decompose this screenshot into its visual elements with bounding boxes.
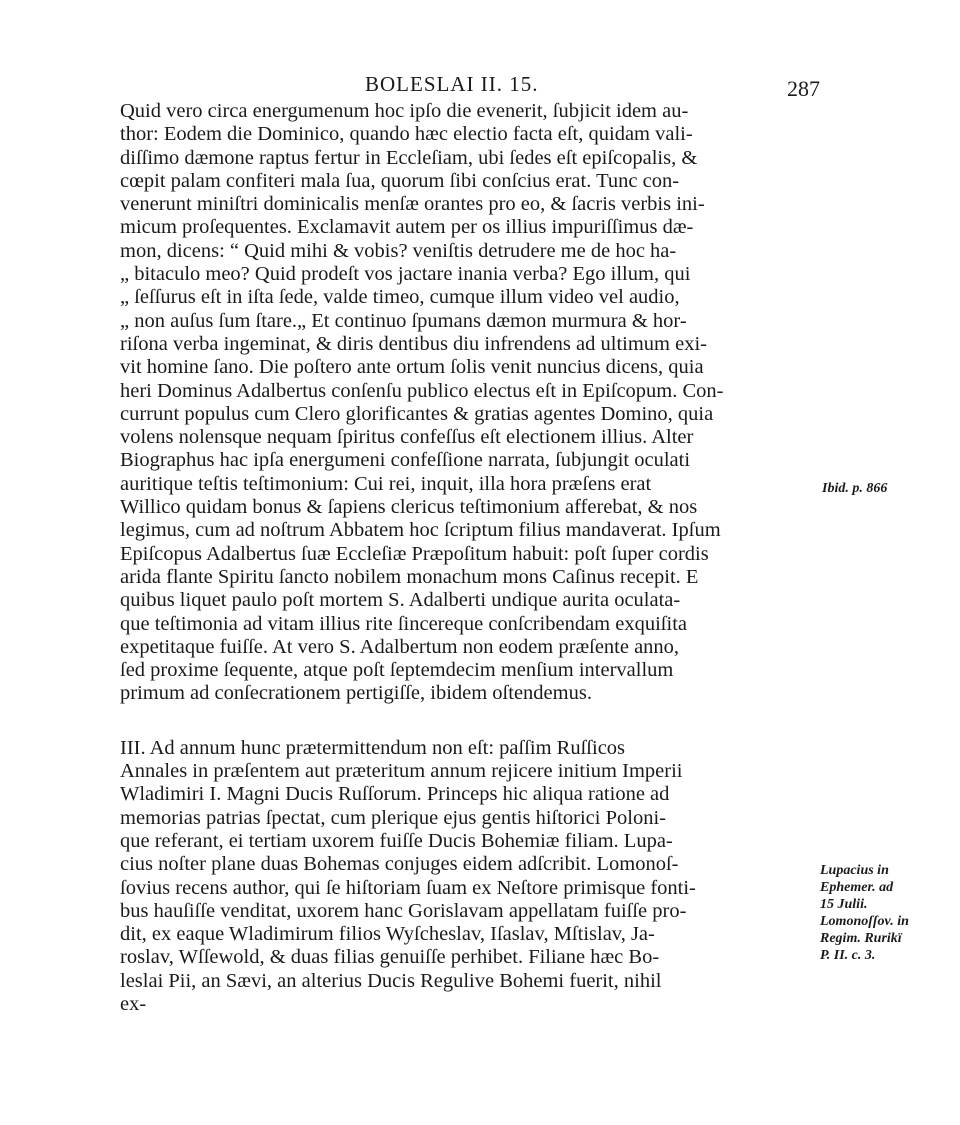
text-line: ex- — [120, 992, 147, 1015]
text-line: cœpit palam confiteri mala ſua, quorum ſibi conſcius erat. Tunc con- — [120, 169, 680, 192]
margin-note-line: Ephemer. ad — [820, 880, 894, 895]
margin-note-sources — [820, 862, 950, 964]
text-line: Willico quidam bonus & ſapiens clericus teſtimonium afferebat, & nos — [120, 496, 698, 519]
margin-note-line: Regim. Rurikï — [820, 931, 902, 946]
text-line: thor: Eodem die Dominico, quando hæc electio facta eſt, quidam vali- — [120, 123, 693, 146]
text-line: Quid vero circa energumenum hoc ipſo die evenerit, ſubjicit idem au- — [120, 100, 689, 122]
text-line: ſed proxime ſequente, atque poſt ſeptemdecim menſium intervallum — [120, 659, 674, 682]
text-line: riſona verba ingeminat, & diris dentibus diu infrendens ad ultimum exi- — [120, 332, 707, 355]
margin-note-line: Lomonoſſov. in — [820, 914, 909, 929]
text-line: memorias patrias ſpectat, cum plerique ejus gentis hiſtorici Poloni- — [120, 806, 666, 829]
text-line: que referant, ei tertiam uxorem fuiſſe Ducis Bohemiæ filiam. Lupa- — [120, 829, 673, 852]
margin-note-line: Lupacius in — [820, 863, 889, 878]
text-line: bus hauſiſſe venditat, uxorem hanc Gorislavam appellatam fuiſſe pro- — [120, 899, 687, 922]
text-line: auritique teſtis teſtimonium: Cui rei, inquit, illa hora præſens erat — [120, 472, 652, 495]
text-line: primum ad conſecrationem pertigiſſe, ibidem oſtendemus. — [120, 682, 592, 705]
page-header — [120, 68, 820, 104]
text-line: Biographus hac ipſa energumeni confeſſione narrata, ſubjungit oculati — [120, 449, 691, 472]
text-line: Wladimiri I. Magni Ducis Ruſſorum. Princeps hic aliqua ratione ad — [120, 783, 670, 806]
margin-note-ibid: Ibid. p. 866 — [822, 481, 888, 496]
main-text — [120, 100, 820, 1016]
text-line: Epiſcopus Adalbertus ſuæ Eccleſiæ Præpoſitum habuit: poſt ſuper cordis — [120, 542, 709, 565]
text-line: cius noſter plane duas Bohemas conjuges eidem adſcribit. Lomonoſ- — [120, 853, 679, 876]
text-line: III. Ad annum hunc prætermittendum non eſt: paſſim Ruſſicos — [120, 736, 626, 759]
text-line: leslai Pii, an Sævi, an alterius Ducis Regulive Bohemi fuerit, nihil — [120, 969, 662, 992]
margin-note-line: P. II. c. 3. — [820, 948, 876, 963]
text-line: ſovius recens author, qui ſe hiſtoriam ſuam ex Neſtore primisque fonti- — [120, 876, 696, 899]
running-head: BOLESLAI II. 15. — [365, 72, 539, 96]
text-line: que teſtimonia ad vitam illius rite ſincereque conſcribendam exquiſita — [120, 612, 687, 635]
text-line: heri Dominus Adalbertus conſenſu publico electus eſt in Epiſcopum. Con- — [120, 379, 724, 402]
text-line: Annales in præſentem aut præteritum annum rejicere initium Imperii — [120, 760, 683, 783]
text-line: vit homine ſano. Die poſtero ante ortum ſolis venit nuncius dicens, quia — [120, 356, 704, 379]
text-line: expetitaque fuiſſe. At vero S. Adalbertum non eodem præſente anno, — [120, 635, 680, 658]
text-line: „ bitaculo meo? Quid prodeſt vos jactare inania verba? Ego illum, qui — [120, 263, 691, 286]
text-line: arida flante Spiritu ſancto nobilem monachum mons Caſinus recepit. E — [120, 565, 699, 588]
text-line: „ non auſus ſum ſtare.„ Et continuo ſpumans dæmon murmura & hor- — [120, 309, 687, 332]
paragraph-1 — [120, 100, 820, 706]
page-number: 287 — [787, 76, 820, 101]
text-line: venerunt miniſtri dominicalis menſæ orantes pro eo, & ſacris verbis ini- — [120, 193, 705, 216]
text-line: diſſimo dæmone raptus fertur in Eccleſiam, ubi ſedes eſt epiſcopalis, & — [120, 146, 698, 169]
text-line: quibus liquet paulo poſt mortem S. Adalberti undique aurita oculata- — [120, 589, 681, 612]
text-line: currunt populus cum Clero glorificantes & gratias agentes Domino, quia — [120, 402, 714, 425]
text-line: legimus, cum ad noſtrum Abbatem hoc ſcriptum filius mandaverat. Ipſum — [120, 519, 721, 542]
margin-note-line: 15 Julii. — [820, 897, 868, 912]
text-line: „ ſeſſurus eſt in iſta ſede, valde timeo, cumque illum video vel audio, — [120, 286, 680, 309]
text-line: micum proſequentes. Exclamavit autem per os illius impuriſſimus dæ- — [120, 216, 694, 239]
paragraph-2 — [120, 737, 820, 1017]
text-line: roslav, Wſſewold, & duas filias genuiſſe perhibet. Filiane hæc Bo- — [120, 946, 660, 969]
text-line: dit, ex eaque Wladimirum filios Wyſcheslav, Iſaslav, Mſtislav, Ja- — [120, 923, 655, 946]
paragraph-gap — [120, 706, 820, 737]
text-line: volens nolensque nequam ſpiritus confeſſus eſt electionem illius. Alter — [120, 426, 694, 449]
text-line: mon, dicens: “ Quid mihi & vobis? veniſtis detrudere me de hoc ha- — [120, 239, 677, 262]
